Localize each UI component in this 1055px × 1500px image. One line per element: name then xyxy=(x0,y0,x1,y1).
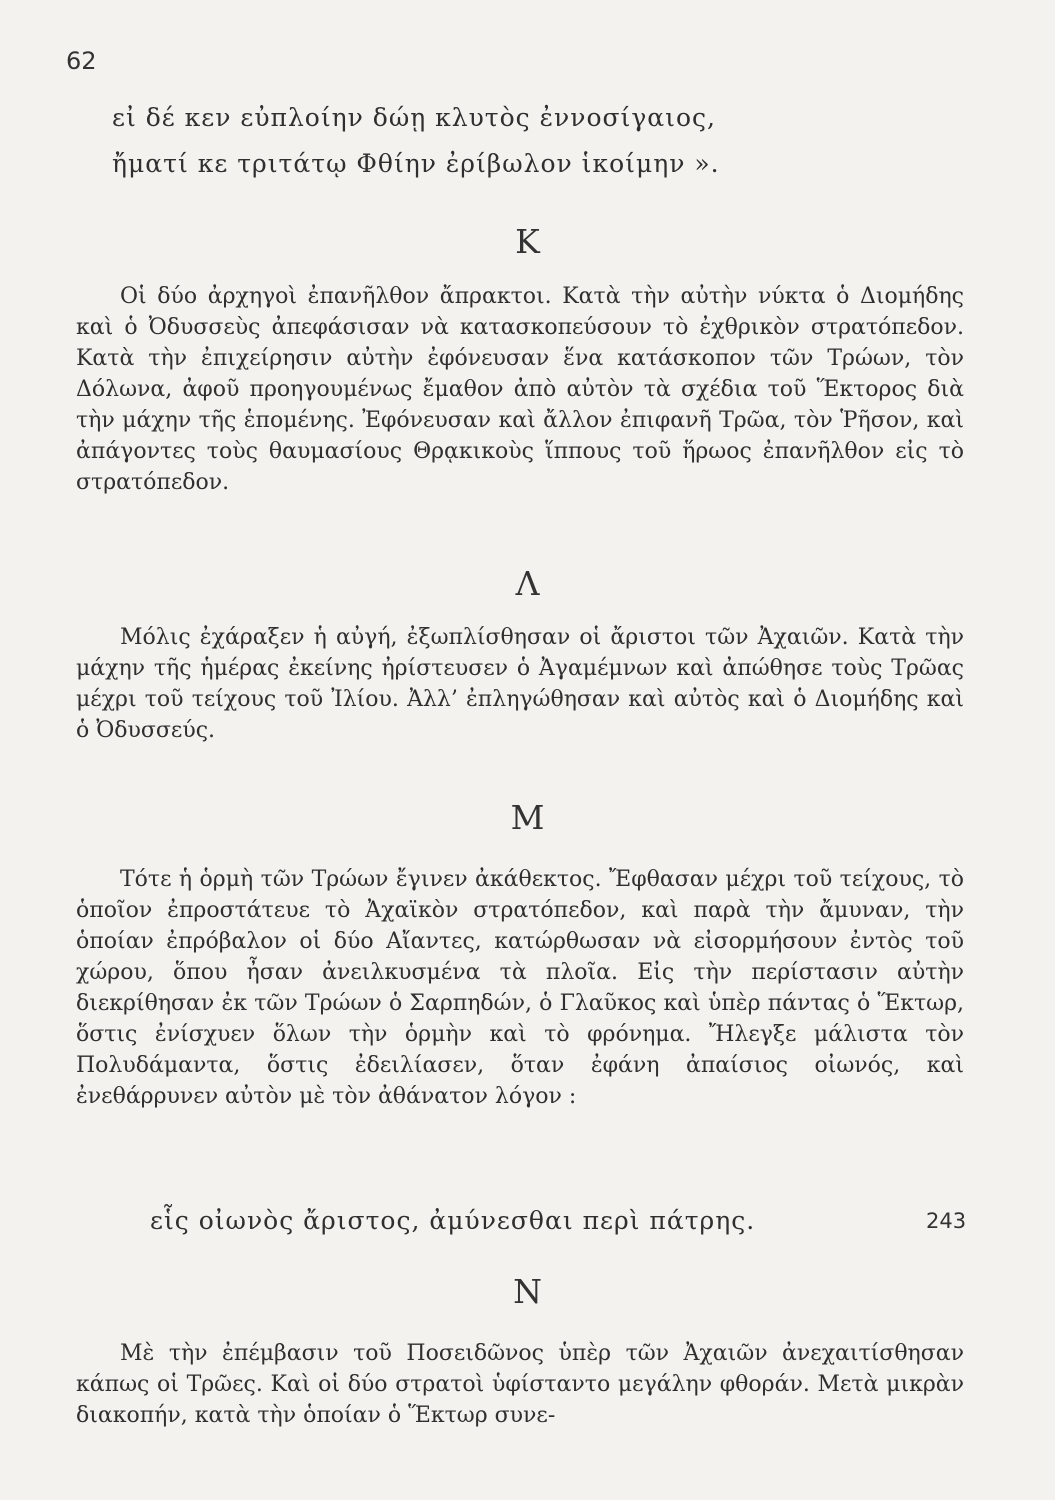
section-lambda-paragraph: Μόλις ἐχάραξεν ἡ αὐγή, ἐξωπλίσθησαν οἱ ἄριστοι τῶν Ἀχαιῶν. Κατὰ τὴν μάχην τῆς ἡμέρας ἐκείνης ἠρίστευσεν ὁ Ἀγαμέμνων καὶ ἀπώθησε τοὺς Τρῶας μέχρι τοῦ τείχους τοῦ Ἰλίου. Ἀλλ’ ἐπληγώθησαν καὶ αὐτὸς καὶ ὁ Διομήδης καὶ ὁ Ὀδυσσεύς. xyxy=(76,625,964,743)
section-mu-paragraph: Τότε ἡ ὁρμὴ τῶν Τρώων ἔγινεν ἀκάθεκτος. Ἔφθασαν μέχρι τοῦ τείχους, τὸ ὁποῖον ἐπροστάτευε τὸ Ἀχαϊκὸν στρατόπεδον, καὶ παρὰ τὴν ἄμυναν, τὴν ὁποίαν ἐπρόβαλον οἱ δύο Αἴαντες, κατώρθωσαν νὰ εἰσορμήσουν ἐντὸς τοῦ χώρου, ὅπου ἦσαν ἀνειλκυσμένα τὰ πλοῖα. Εἰς τὴν περίστασιν αὐτὴν διεκρίθησαν ἐκ τῶν Τρώων ὁ Σαρπηδών, ὁ Γλαῦκος καὶ ὑπὲρ πάντας ὁ Ἕκτωρ, ὅστις ἐνίσχυεν ὅλων τὴν ὁρμὴν καὶ τὸ φρόνημα. Ἤλεγξε μάλιστα τὸν Πολυδάμαντα, ὅστις ἐδειλίασεν, ὅταν ἐφάνη ἀπαίσιος οἰωνός, καὶ ἐνεθάρρυνεν αὐτὸν μὲ τὸν ἀθάνατον λόγον : xyxy=(76,867,964,1109)
section-heading-kappa: Κ xyxy=(515,222,540,261)
verse-line-2: ἤματί κε τριτάτῳ Φθίην ἐρίβωλον ἱκοίμην ». xyxy=(112,149,720,178)
section-nu-paragraph: Μὲ τὴν ἐπέμβασιν τοῦ Ποσειδῶνος ὑπὲρ τῶν Ἀχαιῶν ἀνεχαιτίσθησαν κάπως οἱ Τρῶες. Καὶ οἱ δύο στρατοὶ ὑφίσταντο μεγάλην φθοράν. Μετὰ μικρὰν διακοπήν, κατὰ τὴν ὁποίαν ὁ Ἕκτωρ συνε- xyxy=(76,1341,964,1428)
page-number: 62 xyxy=(66,47,97,75)
verse-line-1: εἰ δέ κεν εὐπλοίην δώῃ κλυτὸς ἐννοσίγαιος, xyxy=(112,103,716,132)
section-heading-lambda: Λ xyxy=(515,564,540,603)
verse-number: 243 xyxy=(926,1209,967,1233)
section-kappa-paragraph: Οἱ δύο ἀρχηγοὶ ἐπανῆλθον ἄπρακτοι. Κατὰ τὴν αὐτὴν νύκτα ὁ Διομήδης καὶ ὁ Ὀδυσσεὺς ἀπεφάσισαν νὰ κατασκοπεύσουν τὸ ἐχθρικὸν στρατόπεδον. Κατὰ τὴν ἐπιχείρησιν αὐτὴν ἐφόνευσαν ἕνα κατάσκοπον τῶν Τρώων, τὸν Δόλωνα, ἀφοῦ προηγουμένως ἔμαθον ἀπὸ αὐτὸν τὰ σχέδια τοῦ Ἕκτορος διὰ τὴν μάχην τῆς ἑπομένης. Ἐφόνευσαν καὶ ἄλλον ἐπιφανῆ Τρῶα, τὸν Ῥῆσον, καὶ ἀπάγοντες τοὺς θαυμασίους Θρᾳκικοὺς ἵππους τοῦ ἥρωος ἐπανῆλθον εἰς τὸ στρατόπεδον. xyxy=(76,284,964,495)
section-heading-nu: Ν xyxy=(513,1272,542,1311)
section-heading-mu: Μ xyxy=(510,798,545,837)
quoted-verse: εἷς οἰωνὸς ἄριστος, ἀμύνεσθαι περὶ πάτρης. xyxy=(150,1206,756,1235)
